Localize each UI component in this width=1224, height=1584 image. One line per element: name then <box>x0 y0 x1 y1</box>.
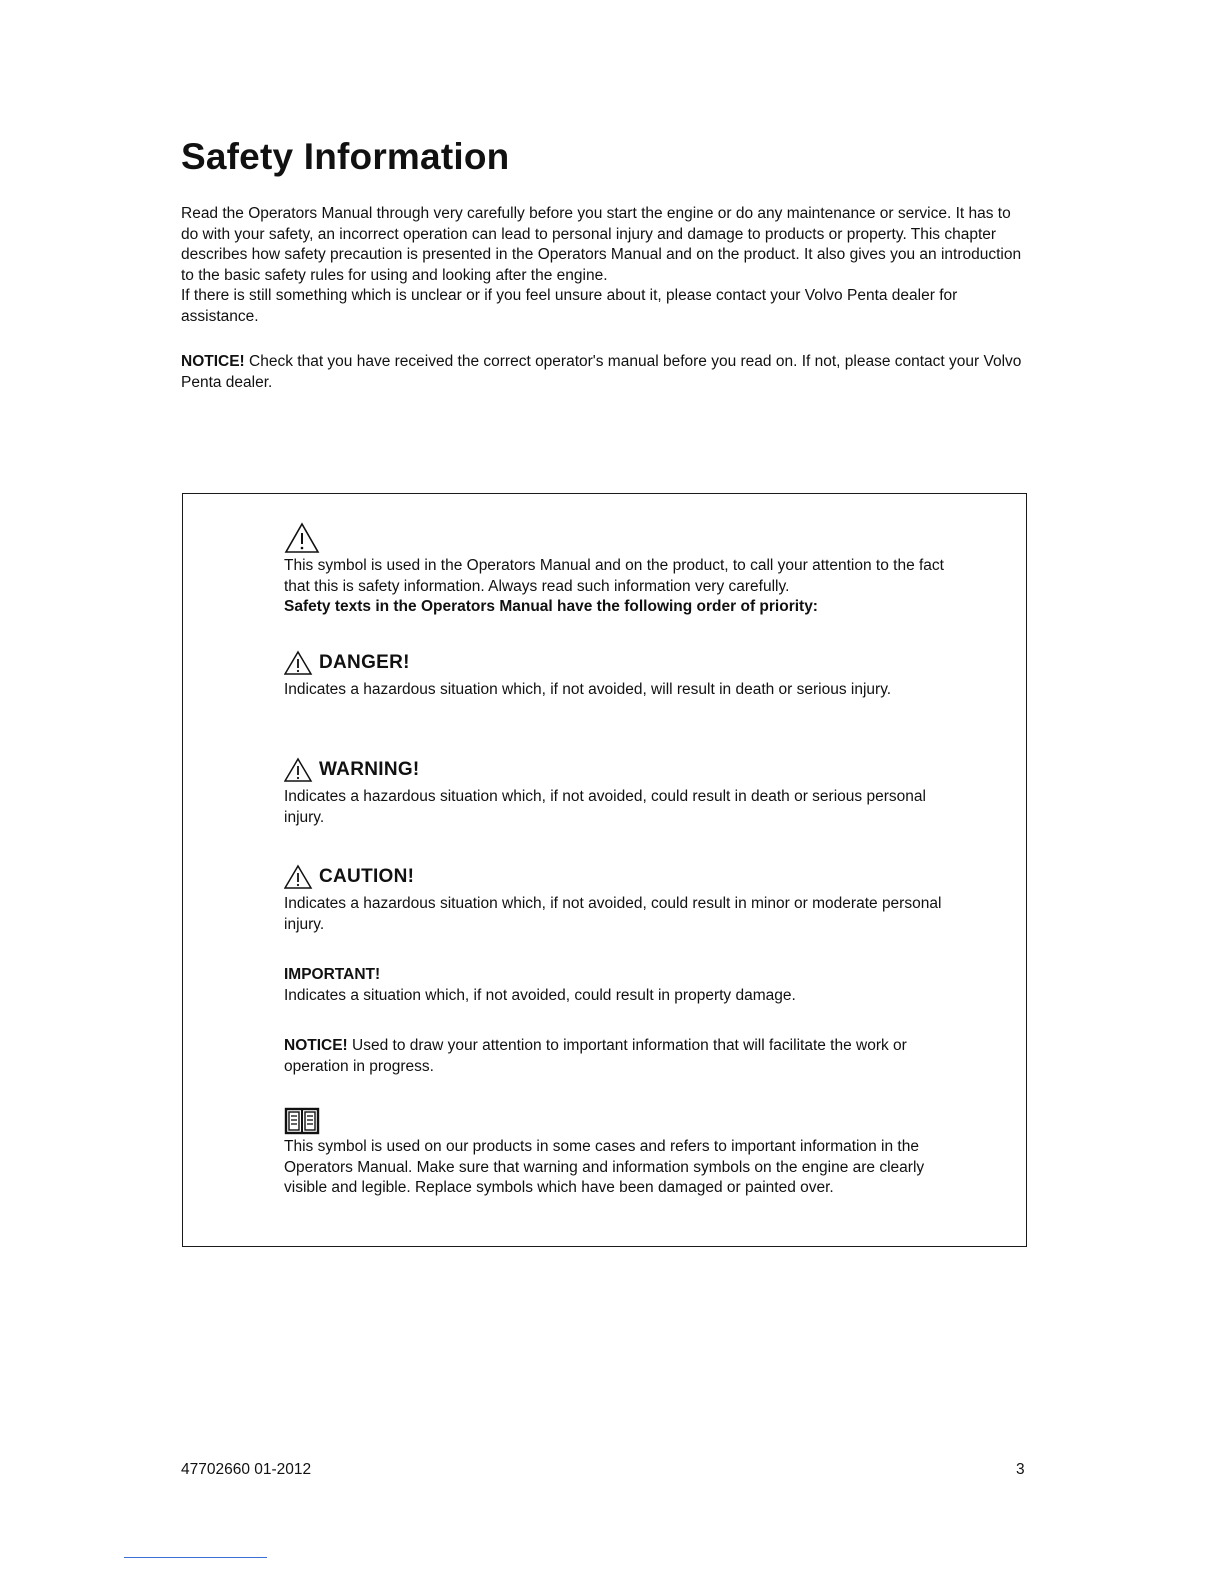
box-notice-text: Used to draw your attention to important information that will facilitate the work or operation in progress. <box>284 1037 907 1075</box>
intro-paragraph: If there is still something which is unclear or if you feel unsure about it, please contact your Volvo Penta dealer for assistance. <box>181 287 958 325</box>
warning-triangle-icon <box>284 650 315 676</box>
warning-triangle-icon <box>284 757 315 783</box>
important-section <box>284 965 944 1006</box>
important-text: Indicates a situation which, if not avoided, could result in property damage. <box>284 986 796 1004</box>
box-notice-paragraph <box>284 1036 944 1077</box>
page-number: 3 <box>1016 1461 1025 1478</box>
caution-section <box>284 864 944 935</box>
open-book-icon <box>284 1106 320 1136</box>
box-notice-section <box>284 1036 944 1077</box>
notice-text: Check that you have received the correct operator's manual before you read on. If not, please contact your Volvo Penta dealer. <box>181 353 1022 391</box>
warning-title: WARNING! <box>319 759 420 780</box>
symbol-description <box>284 556 944 618</box>
danger-section <box>284 650 944 701</box>
box-notice-label: NOTICE! <box>284 1037 348 1054</box>
notice-paragraph <box>181 352 1031 393</box>
warning-triangle-icon <box>284 864 315 890</box>
intro-section <box>181 204 1031 328</box>
notice-label: NOTICE! <box>181 353 245 370</box>
warning-text: Indicates a hazardous situation which, if not avoided, could result in death or serious personal injury. <box>284 788 926 826</box>
book-symbol-description <box>284 1137 944 1199</box>
caution-title: CAUTION! <box>319 866 415 887</box>
bottom-rule <box>124 1557 267 1558</box>
page-title: Safety Information <box>181 136 510 177</box>
warning-section <box>284 757 944 828</box>
caution-text: Indicates a hazardous situation which, if not avoided, could result in minor or moderate personal injury. <box>284 895 942 933</box>
symbol-text: This symbol is used in the Operators Manual and on the product, to call your attention to the fact that this is safety information. Always read such information very carefully. <box>284 557 944 595</box>
warning-triangle-icon <box>284 522 320 554</box>
book-text: This symbol is used on our products in some cases and refers to important information in the Operators Manual. Make sure that warning and information symbols on the engine are clearly visible and legible. Replace symbols which have been damaged or painted over. <box>284 1138 925 1197</box>
danger-text: Indicates a hazardous situation which, if not avoided, will result in death or serious injury. <box>284 681 892 698</box>
safety-symbols-box <box>182 493 1027 1247</box>
danger-title: DANGER! <box>319 652 410 673</box>
intro-paragraph: Read the Operators Manual through very carefully before you start the engine or do any maintenance or service. It has to do with your safety, an incorrect operation can lead to personal injury and damage to products or property. This chapter describes how safety precaution is presented in the Operators Manual and on the product. It also gives you an introduction to the basic safety rules for using and looking after the engine. <box>181 205 1022 284</box>
priority-heading: Safety texts in the Operators Manual have the following order of priority: <box>284 598 818 616</box>
important-title: IMPORTANT! <box>284 966 381 983</box>
document-number: 47702660 01-2012 <box>181 1461 312 1478</box>
